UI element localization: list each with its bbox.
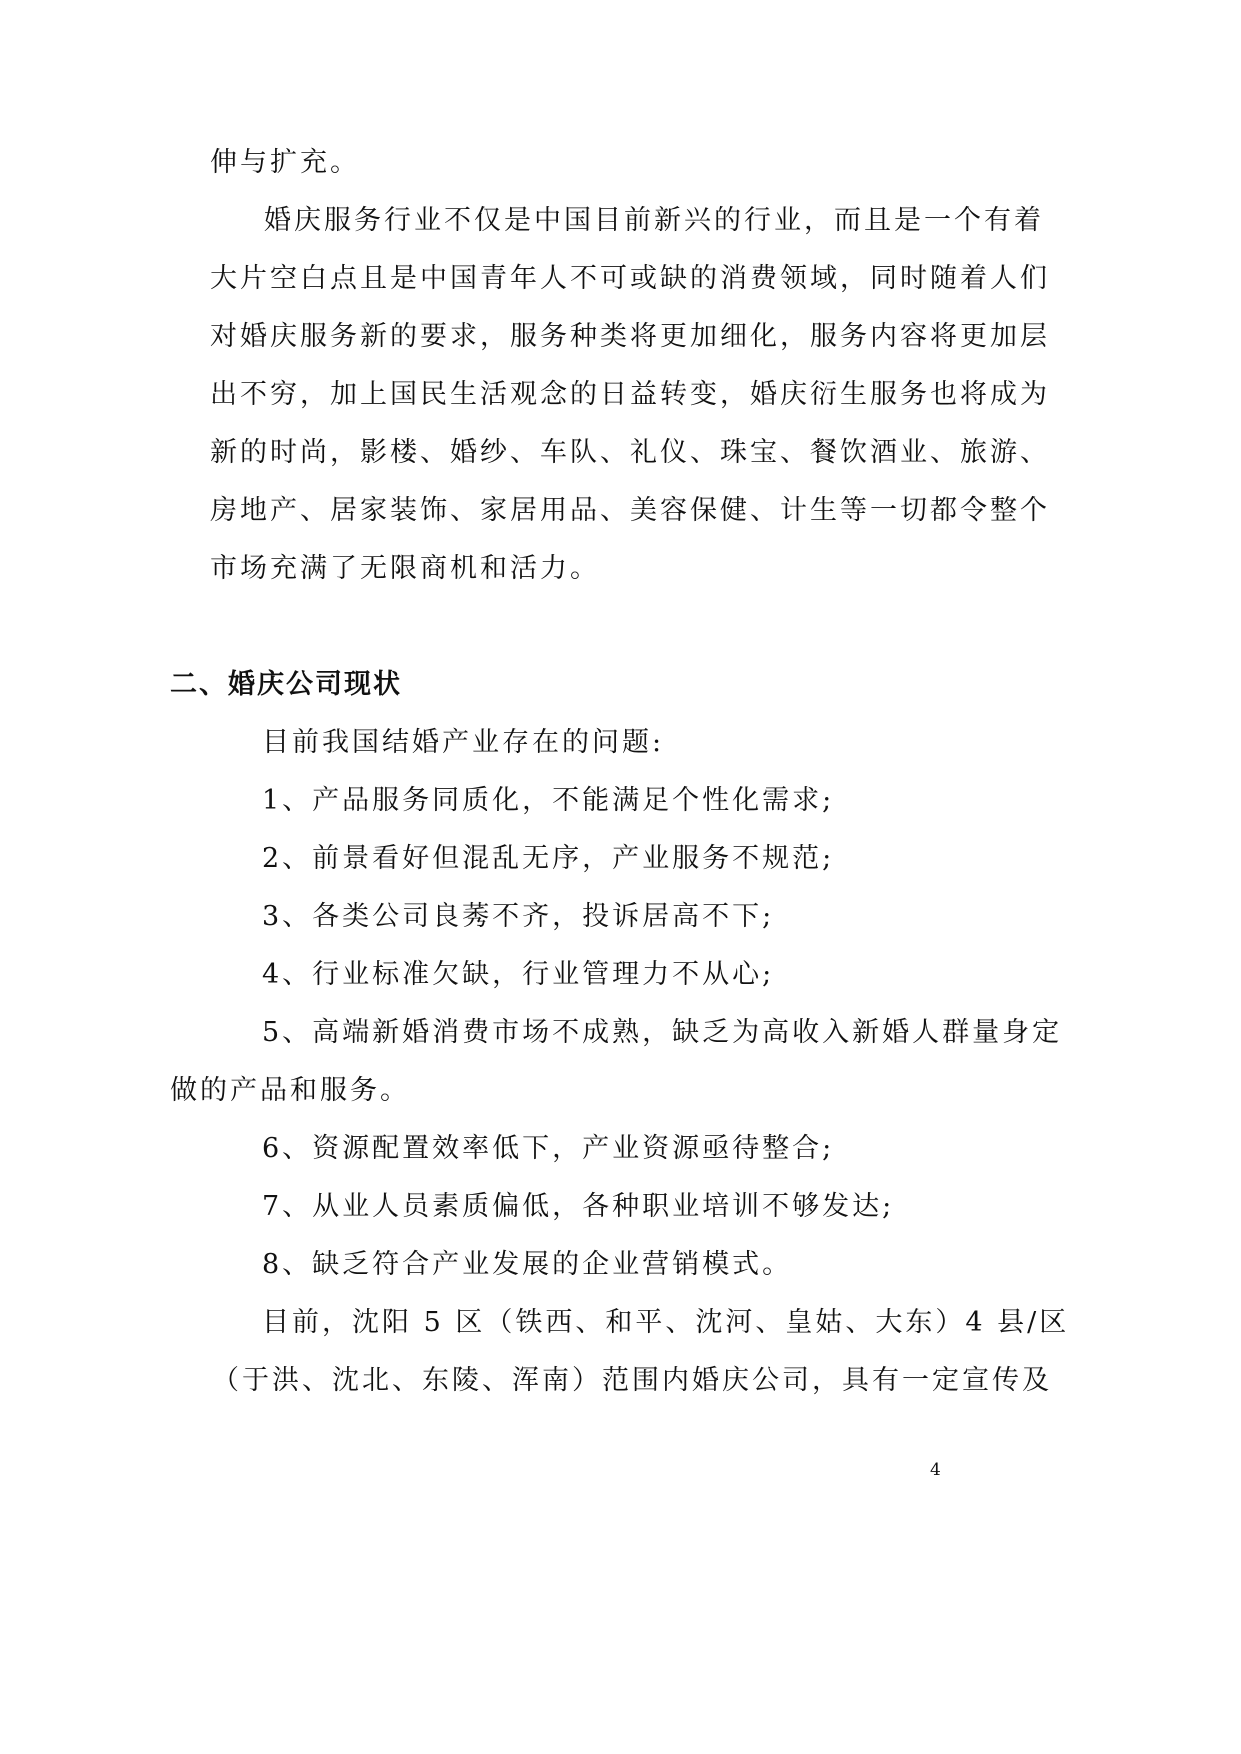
paragraph-line: 对婚庆服务新的要求，服务种类将更加细化，服务内容将更加层 — [210, 321, 1050, 352]
problems-intro: 目前我国结婚产业存在的问题: — [262, 727, 665, 758]
section-heading: 二、婚庆公司现状 — [170, 669, 402, 700]
paragraph-line: 出不穷，加上国民生活观念的日益转变，婚庆衍生服务也将成为 — [210, 379, 1050, 410]
problem-item: 4、行业标准欠缺，行业管理力不从心; — [262, 959, 775, 990]
problem-item: 7、从业人员素质偏低，各种职业培训不够发达; — [262, 1191, 895, 1222]
problem-item: 3、各类公司良莠不齐，投诉居高不下; — [262, 901, 775, 932]
page-number: 4 — [930, 1460, 941, 1480]
paragraph-line: 大片空白点且是中国青年人不可或缺的消费领域，同时随着人们 — [210, 263, 1050, 294]
problem-item: 6、资源配置效率低下，产业资源亟待整合; — [262, 1133, 835, 1164]
problem-item-continuation: 做的产品和服务。 — [170, 1075, 410, 1106]
problem-item: 1、产品服务同质化，不能满足个性化需求; — [262, 785, 835, 816]
problem-item: 2、前景看好但混乱无序，产业服务不规范; — [262, 843, 835, 874]
paragraph-line: 伸与扩充。 — [210, 147, 360, 178]
closing-line: （于洪、沈北、东陵、浑南）范围内婚庆公司，具有一定宣传及 — [212, 1365, 1052, 1396]
paragraph-line: 婚庆服务行业不仅是中国目前新兴的行业，而且是一个有着 — [264, 205, 1044, 236]
closing-line: 目前，沈阳 5 区（铁西、和平、沈河、皇姑、大东）4 县/区 — [262, 1307, 1070, 1338]
paragraph-line: 新的时尚，影楼、婚纱、车队、礼仪、珠宝、餐饮酒业、旅游、 — [210, 437, 1050, 468]
problem-item: 5、高端新婚消费市场不成熟，缺乏为高收入新婚人群量身定 — [262, 1017, 1063, 1048]
paragraph-line: 市场充满了无限商机和活力。 — [210, 553, 600, 584]
paragraph-line: 房地产、居家装饰、家居用品、美容保健、计生等一切都令整个 — [210, 495, 1050, 526]
problem-item: 8、缺乏符合产业发展的企业营销模式。 — [262, 1249, 793, 1280]
